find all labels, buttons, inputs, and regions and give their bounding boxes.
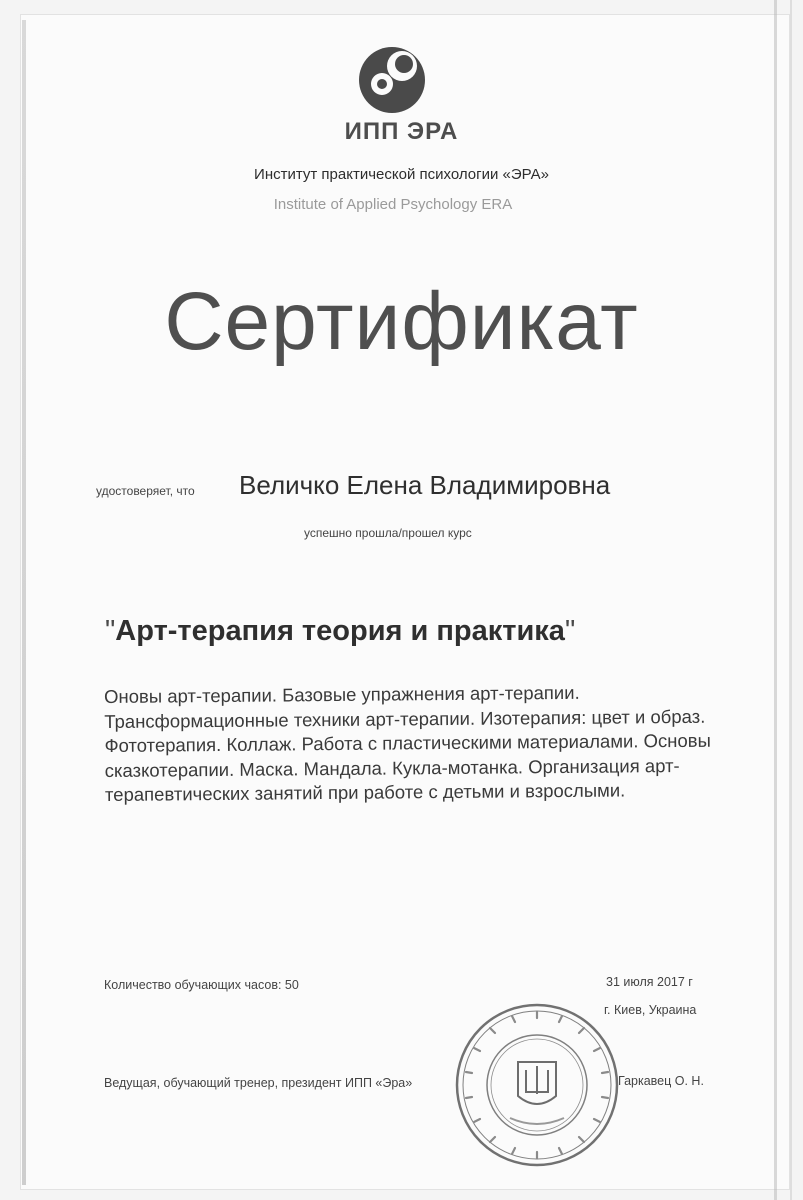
era-logo-icon (358, 44, 430, 116)
recipient-name: Величко Елена Владимировна (239, 470, 611, 500)
hours-line (104, 978, 299, 992)
institute-name-en: Institute of Applied Psychology ERA (273, 196, 513, 213)
course-description: Оновы арт-терапии. Базовые упражнения арт-терапии. Трансформационные техники арт-терапии. Изотерапия: цвет и образ. Фототерапия. Коллаж. Работа с пластическими материалами. Основы сказкотерапии. Маска. Мандала. Кукла-мотанка. Организация арт-терапевтических занятий при работе с детьми и взрослыми. (104, 681, 711, 805)
signer-name: Гаркавец О. Н. (618, 1074, 704, 1088)
course-close-quote: " (564, 615, 576, 647)
issue-date: 31 июля 2017 г (606, 975, 693, 989)
certifies-label: удостоверяет, что (96, 484, 195, 498)
institute-name-ru: Институт практической психологии «ЭРА» (254, 166, 549, 183)
course-open-quote: " (105, 615, 116, 647)
logo-text: ИПП ЭРА (344, 118, 459, 145)
leader-title: Ведущая, обучающий тренер, президент ИПП «Эра» (104, 1076, 413, 1090)
certificate-title: Сертификат (164, 276, 639, 367)
hours-label: Количество обучающих часов: (104, 978, 282, 992)
hours-value: 50 (284, 978, 299, 992)
course-title (105, 615, 575, 648)
course-name: Арт-терапия теория и практика (115, 615, 565, 647)
official-stamp-icon (452, 1000, 622, 1170)
issue-city: г. Киев, Украина (604, 1003, 697, 1017)
passed-course-label: успешно прошла/прошел курс (304, 526, 472, 540)
scan-edge-left (22, 20, 26, 1185)
